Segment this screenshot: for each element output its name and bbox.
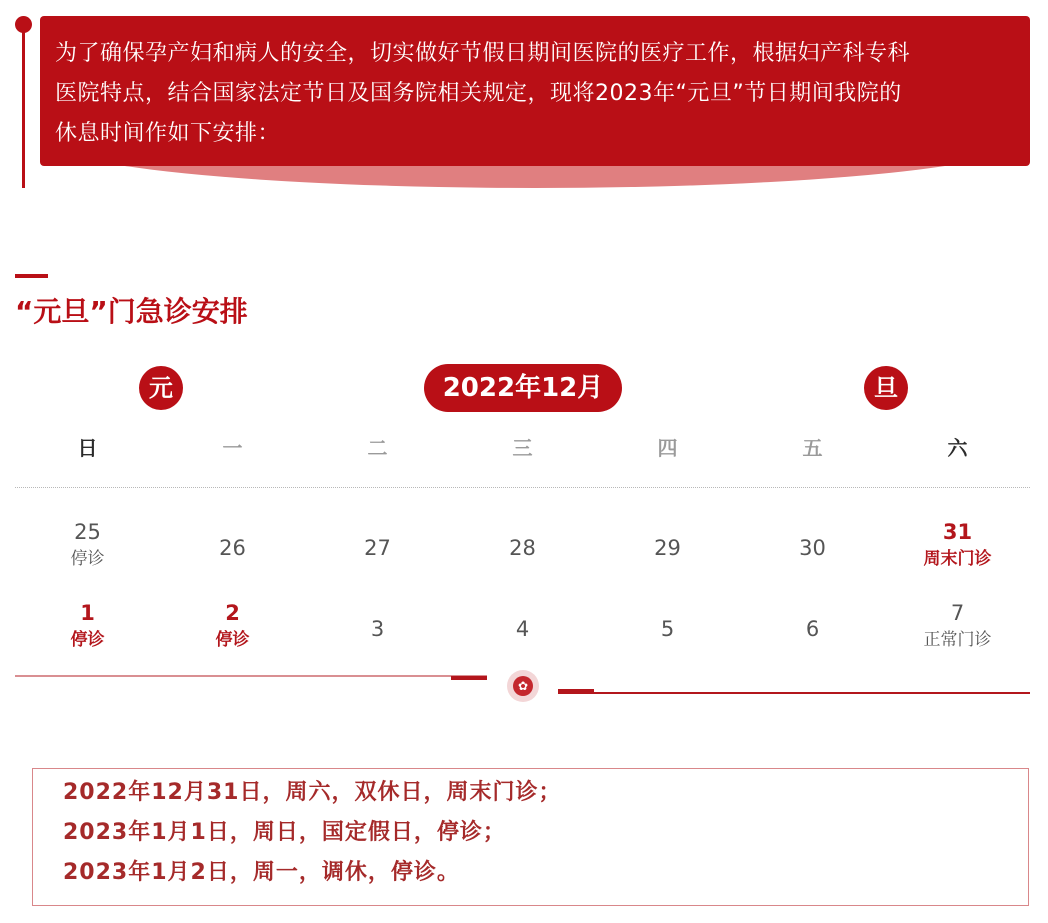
note-line-1: 2022年12月31日，周六，双休日，周末门诊； (63, 780, 562, 805)
day-number: 27 (364, 536, 391, 560)
day-cell-30 (740, 533, 885, 563)
note-line-2: 2023年1月1日，周日，国定假日，停诊； (63, 820, 506, 845)
weekday-tue: 二 (367, 436, 388, 460)
day-number: 26 (219, 536, 246, 560)
day-number: 2 (225, 601, 240, 625)
yuan-badge: 元 (139, 366, 183, 410)
hospital-emblem-icon (507, 670, 539, 702)
title-accent-bar (15, 274, 48, 278)
day-cell-6 (740, 614, 885, 644)
weekday-sat: 六 (947, 436, 968, 460)
day-cell-7 (885, 598, 1030, 652)
weekday-wed: 三 (512, 436, 533, 460)
weekday-fri: 五 (802, 436, 823, 460)
day-cell-2 (160, 598, 305, 652)
day-number: 29 (654, 536, 681, 560)
day-number: 5 (660, 617, 675, 641)
day-number: 30 (799, 536, 826, 560)
intro-text (55, 34, 1023, 154)
day-number: 1 (80, 601, 95, 625)
day-number: 6 (805, 617, 820, 641)
note-line-3: 2023年1月2日，周一，调休，停诊。 (63, 860, 460, 885)
weekday-thu: 四 (657, 436, 678, 460)
dan-badge: 旦 (864, 366, 908, 410)
weekday-mon: 一 (222, 436, 243, 460)
day-number: 31 (942, 520, 973, 544)
day-number: 25 (74, 520, 101, 544)
day-status: 正常门诊 (923, 630, 992, 650)
day-cell-29 (595, 533, 740, 563)
day-number: 3 (370, 617, 385, 641)
intro-line-1: 为了确保孕产妇和病人的安全，切实做好节假日期间医院的医疗工作，根据妇产科专科 (55, 41, 911, 66)
day-cell-5 (595, 614, 740, 644)
day-number: 28 (509, 536, 536, 560)
timeline-dot (15, 16, 32, 33)
divider-line-left (15, 675, 487, 677)
day-cell-28 (450, 533, 595, 563)
day-status: 停诊 (70, 549, 105, 569)
section-title: “元旦”门急诊安排 (15, 295, 248, 328)
day-cell-4 (450, 614, 595, 644)
month-label: 2022年12月 (424, 364, 622, 412)
weekday-sun: 日 (77, 436, 98, 460)
day-status: 周末门诊 (923, 549, 992, 569)
day-cell-27 (305, 533, 450, 563)
calendar-divider (15, 487, 1030, 488)
day-status: 停诊 (70, 630, 105, 650)
divider-dash-left (451, 676, 487, 680)
intro-line-3: 休息时间作如下安排： (55, 121, 281, 146)
intro-line-2: 医院特点，结合国家法定节日及国务院相关规定，现将2023年“元旦”节日期间我院的 (55, 81, 902, 106)
day-number: 4 (515, 617, 530, 641)
divider-line-right (558, 692, 1030, 694)
day-number: 7 (950, 601, 965, 625)
day-cell-31 (885, 517, 1030, 571)
timeline-line (22, 24, 25, 188)
emblem-inner-icon: ✿ (513, 676, 533, 696)
day-status: 停诊 (215, 630, 250, 650)
day-cell-26 (160, 533, 305, 563)
day-cell-1 (15, 598, 160, 652)
day-cell-3 (305, 614, 450, 644)
day-cell-25 (15, 517, 160, 571)
